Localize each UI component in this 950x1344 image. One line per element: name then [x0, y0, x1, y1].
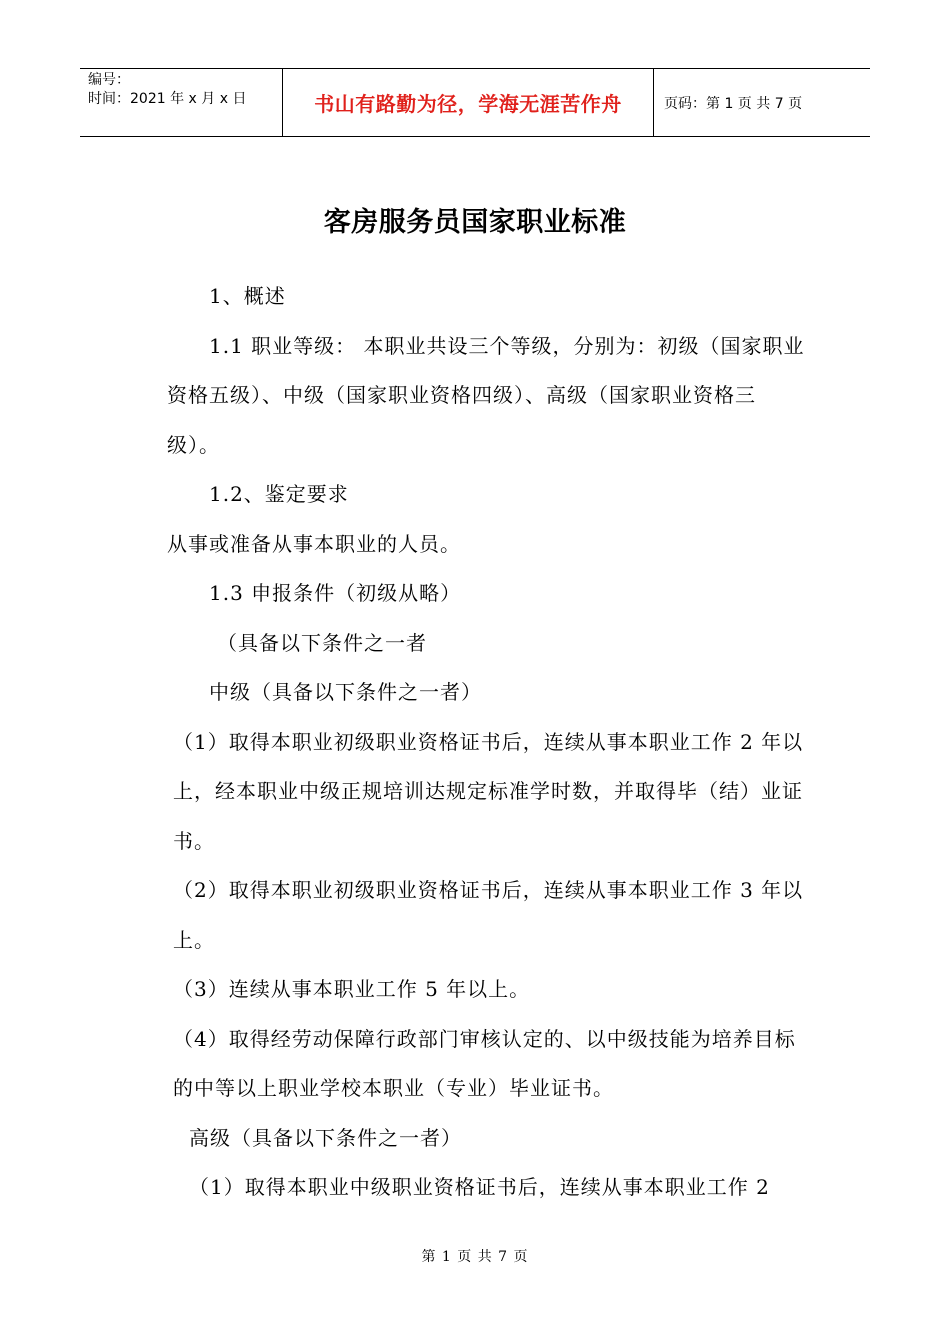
header-page-info: 页码：第 1 页 共 7 页	[664, 95, 803, 112]
document-header	[80, 68, 870, 137]
paragraph: （具备以下条件之一者	[217, 630, 427, 655]
paragraph: 从事或准备从事本职业的人员。	[167, 531, 461, 556]
paragraph: 1.1 职业等级： 本职业共设三个等级，分别为：初级（国家职业资格五级）、中级（国家职业资格四级）、高级（国家职业资格三级）。	[167, 333, 805, 457]
paragraph: （1）取得本职业中级职业资格证书后，连续从事本职业工作 2	[189, 1175, 770, 1199]
header-motto-cell	[282, 69, 654, 136]
paragraph: （2）取得本职业初级职业资格证书后，连续从事本职业工作 3 年以上。	[173, 878, 804, 952]
header-motto: 书山有路勤为径，学海无涯苦作舟	[314, 92, 622, 116]
paragraph: （3）连续从事本职业工作 5 年以上。	[173, 977, 531, 1001]
paragraph: 高级（具备以下条件之一者）	[189, 1125, 462, 1150]
document-body	[167, 272, 807, 1213]
paragraph: 中级（具备以下条件之一者）	[209, 680, 482, 704]
paragraph: （1）取得本职业初级职业资格证书后，连续从事本职业工作 2 年以上，经本职业中级正规培训达规定标准学时数，并取得毕（结）业证书。	[173, 729, 804, 853]
time-label: 时间：2021 年 x 月 x 日	[88, 91, 247, 107]
serial-label: 编号：	[88, 72, 130, 88]
document-title: 客房服务员国家职业标准	[323, 207, 627, 238]
page-footer: 第 1 页 共 7 页	[421, 1249, 529, 1265]
header-meta	[80, 69, 282, 136]
paragraph: （4）取得经劳动保障行政部门审核认定的、以中级技能为培养目标的中等以上职业学校本职业（专业）毕业证书。	[173, 1026, 796, 1100]
paragraph: 1.2、鉴定要求	[209, 482, 349, 506]
paragraph: 1、概述	[209, 284, 286, 308]
paragraph: 1.3 申报条件（初级从略）	[209, 581, 462, 605]
